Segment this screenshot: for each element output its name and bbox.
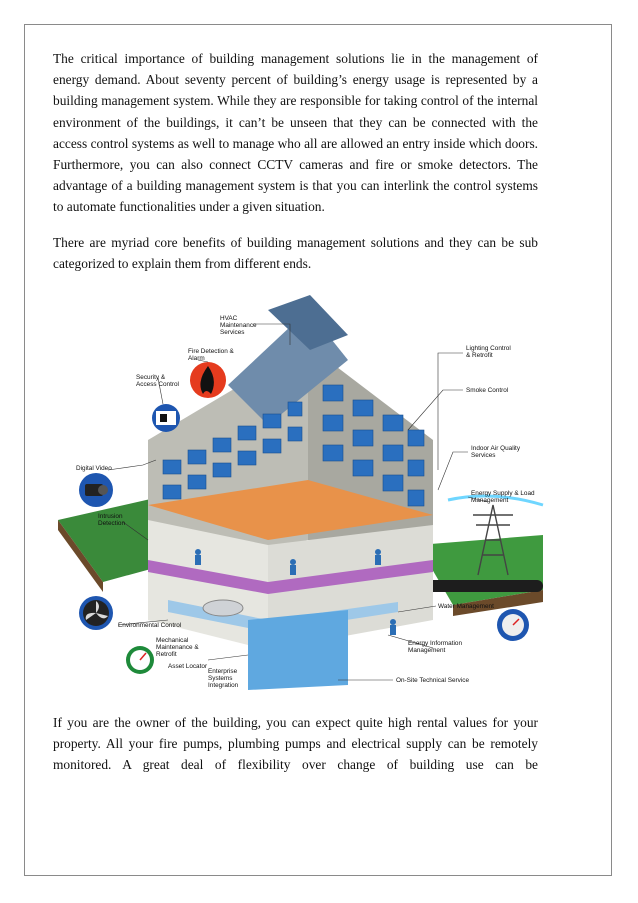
water-pool (248, 610, 348, 690)
meter-icon (497, 609, 529, 641)
label-indoor-air: Indoor Air Quality Services (471, 445, 521, 459)
fan-icon (79, 596, 113, 630)
label-mechanical: Mechanical Maintenance & Retrofit (156, 637, 199, 658)
pipe (423, 580, 543, 592)
label-intrusion: Intrusion Detection (98, 513, 125, 527)
label-hvac: HVAC Maintenance Services (220, 315, 257, 336)
gauge-icon (126, 646, 154, 674)
label-fire-detection: Fire Detection & Alarm (188, 348, 234, 362)
tank (203, 600, 243, 616)
label-digital-video: Digital Video (76, 465, 112, 472)
label-smoke: Smoke Control (466, 387, 509, 394)
body-paragraph-2: There are myriad core benefits of building management solutions and they can be sub categorized to explain them from different ends. (53, 235, 538, 272)
label-enterprise: Enterprise Systems Integration (208, 668, 239, 689)
building-management-illustration (48, 290, 548, 695)
label-energy-supply: Energy Supply & Load Management (471, 490, 535, 504)
fire-icon (190, 362, 226, 398)
label-lighting: Lighting Control & Retrofit (466, 345, 511, 359)
label-asset-locator: Asset Locator (168, 663, 208, 670)
access-card-icon (152, 404, 180, 432)
camera-icon (79, 473, 113, 507)
body-paragraph-3: If you are the owner of the building, you can expect quite high rental values for your property. All your fire pumps, plumbing pumps and electrical supply can be remotely monitored. A great deal of flexibility over change of building use can be (53, 715, 538, 773)
label-security: Security & Access Control (136, 374, 179, 388)
label-environmental: Environmental Control (118, 622, 182, 629)
body-paragraph-1: The critical importance of building management solutions lie in the management of energy demand. About seventy percent of building’s energy usage is represented by a building management system. While they are responsible for taking control of the internal environment of the buildings, it can’t be unseen that they can be connected with the access control systems as well to manage who all are allowed an entry inside which doors. Furthermore, you can also connect CCTV cameras and fire or smoke detectors. The advantage of a building management system is that you can interlink the control systems to automate functionalities under a given situation. (53, 51, 538, 215)
label-onsite: On-Site Technical Service (396, 677, 470, 684)
label-water: Water Management (438, 603, 494, 610)
label-energy-info: Energy Information Management (408, 640, 462, 654)
